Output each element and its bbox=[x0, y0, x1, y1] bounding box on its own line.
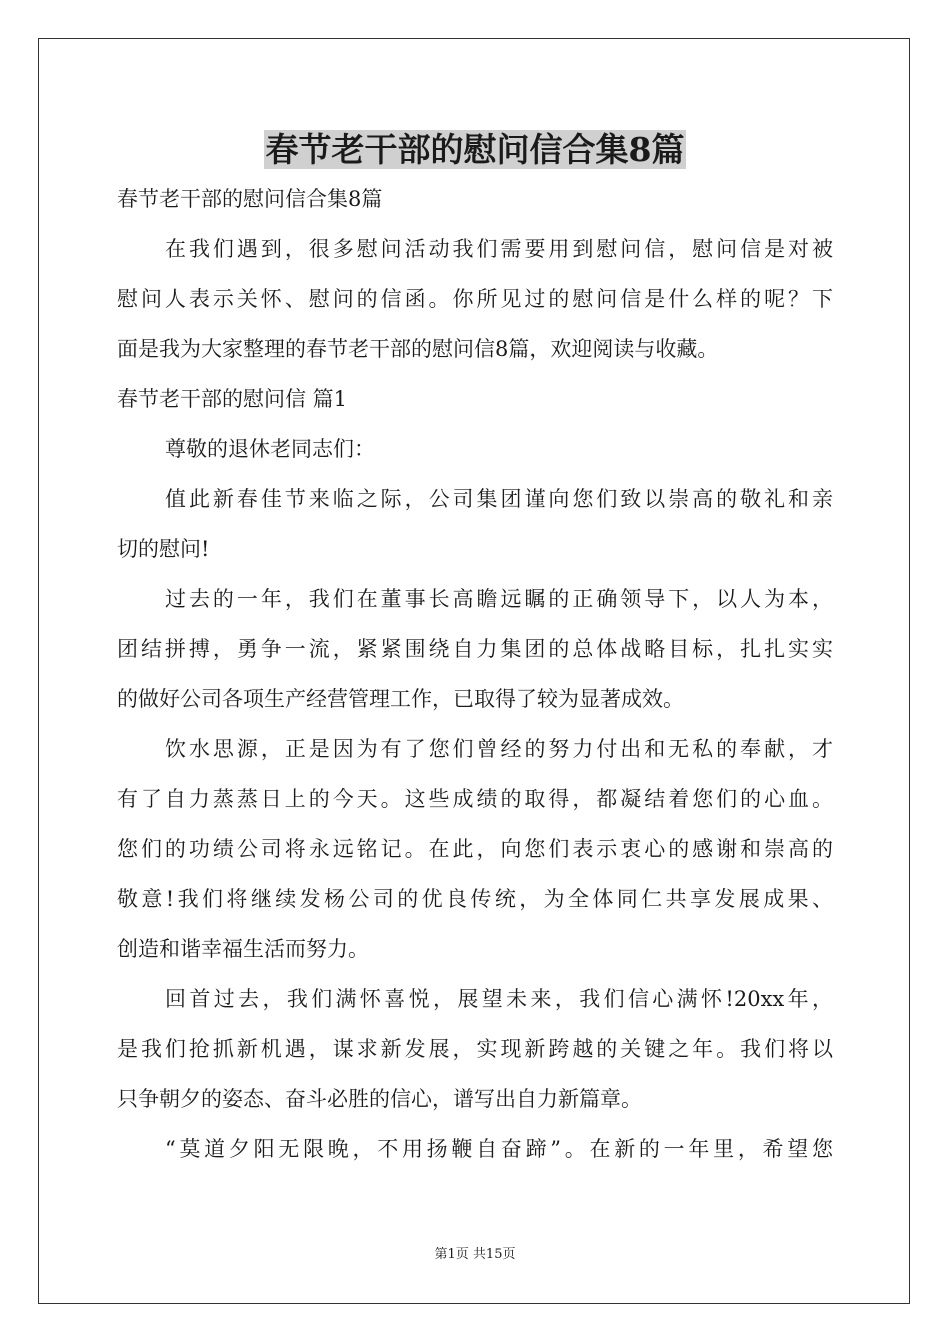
body-line: 面是我为大家整理的春节老干部的慰问信8篇，欢迎阅读与收藏。 bbox=[117, 337, 719, 361]
body-line: “莫道夕阳无限晚，不用扬鞭自奋蹄”。在新的一年里，希望您 bbox=[165, 1137, 833, 1161]
body-line: 只争朝夕的姿态、奋斗必胜的信心，谱写出自力新篇章。 bbox=[117, 1087, 642, 1111]
section-heading: 春节老干部的慰问信 篇1 bbox=[117, 387, 348, 411]
document-title-text: 春节老干部的慰问信合集8篇 bbox=[265, 130, 685, 169]
body-line: 切的慰问! bbox=[117, 537, 210, 561]
body-line: 慰问人表示关怀、慰问的信函。你所见过的慰问信是什么样的呢？下 bbox=[117, 287, 833, 311]
body-line: 过去的一年，我们在董事长高瞻远瞩的正确领导下，以人为本， bbox=[165, 587, 833, 611]
page-footer: 第1页 共15页 bbox=[434, 1247, 516, 1262]
body-line: 的做好公司各项生产经营管理工作，已取得了较为显著成效。 bbox=[117, 687, 684, 711]
document-title bbox=[0, 125, 950, 175]
body-line: 是我们抢抓新机遇，谋求新发展，实现新跨越的关键之年。我们将以 bbox=[117, 1037, 833, 1061]
salutation-line: 尊敬的退休老同志们： bbox=[165, 437, 375, 461]
subtitle-line: 春节老干部的慰问信合集8篇 bbox=[117, 187, 383, 211]
body-line: 敬意!我们将继续发杨公司的优良传统，为全体同仁共享发展成果、 bbox=[117, 887, 833, 911]
body-line: 回首过去，我们满怀喜悦，展望未来，我们信心满怀!20xx年， bbox=[165, 987, 833, 1011]
body-line: 创造和谐幸福生活而努力。 bbox=[117, 937, 369, 961]
body-line: 值此新春佳节来临之际，公司集团谨向您们致以崇高的敬礼和亲 bbox=[165, 487, 833, 511]
body-line: 您们的功绩公司将永远铭记。在此，向您们表示衷心的感谢和崇高的 bbox=[117, 837, 833, 861]
body-line: 团结拼搏，勇争一流，紧紧围绕自力集团的总体战略目标，扎扎实实 bbox=[117, 637, 833, 661]
body-line: 在我们遇到，很多慰问活动我们需要用到慰问信，慰问信是对被 bbox=[165, 237, 833, 261]
body-line: 有了自力蒸蒸日上的今天。这些成绩的取得，都凝结着您们的心血。 bbox=[117, 787, 833, 811]
body-line: 饮水思源，正是因为有了您们曾经的努力付出和无私的奉献，才 bbox=[165, 737, 833, 761]
